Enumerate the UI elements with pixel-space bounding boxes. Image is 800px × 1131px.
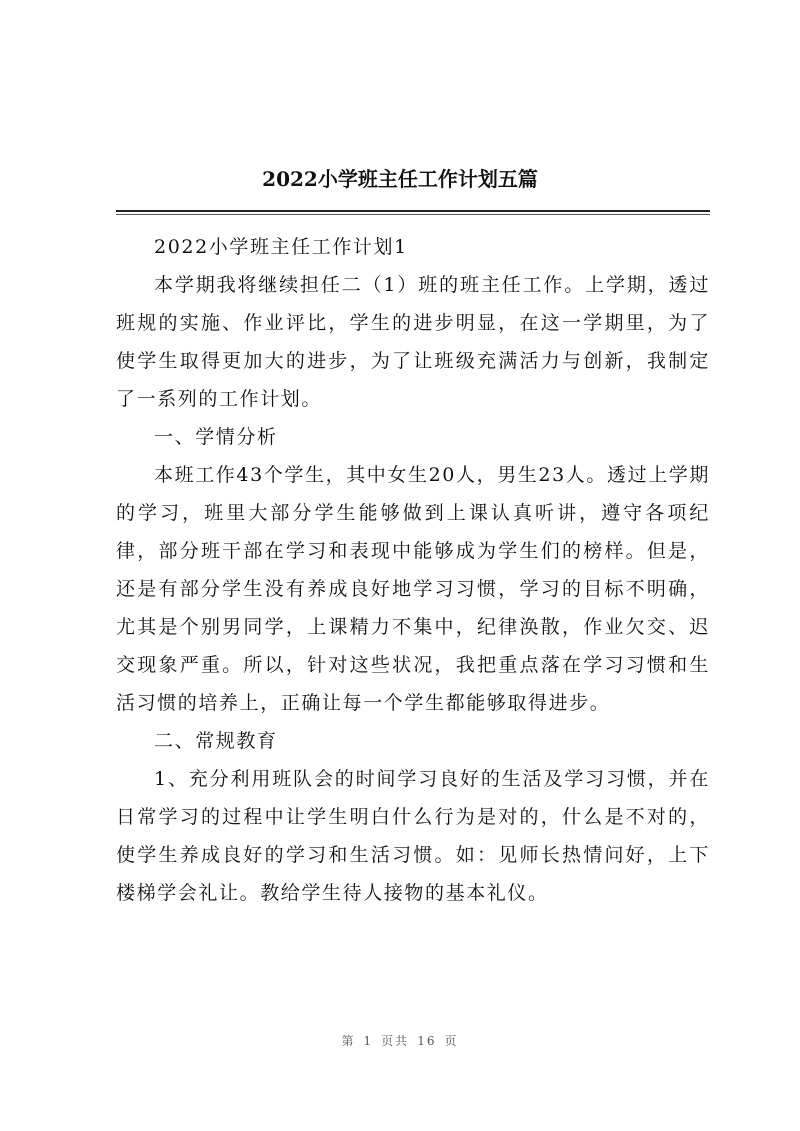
page-footer (0, 1032, 800, 1049)
footer-total-pages: 16 (417, 1034, 437, 1048)
paragraph: 1、充分利用班队会的时间学习良好的生活及学习习惯，并在日常学习的过程中让学生明白什么行为是对的，什么是不对的，使学生养成良好的学习和生活习惯。如：见师长热情问好，上下楼梯学会礼让。教给学生待人接物的基本礼仪。 (116, 768, 710, 904)
footer-middle: 页共 (381, 1034, 410, 1048)
paragraph: 本班工作43个学生，其中女生20人，男生23人。透过上学期的学习，班里大部分学生能够做到上课认真听讲，遵守各项纪律，部分班干部在学习和表现中能够成为学生们的榜样。但是，还是有部分学生没有养成良好地学习习惯，学习的目标不明确，尤其是个别男同学，上课精力不集中，纪律涣散，作业欠交、迟交现象严重。所以，针对这些状况，我把重点落在学习习惯和生活习惯的培养上，正确让每一个学生都能够取得进步。 (116, 464, 710, 714)
paragraph: 本学期我将继续担任二（1）班的班主任工作。上学期，透过班规的实施、作业评比，学生的进步明显，在这一学期里，为了使学生取得更加大的进步，为了让班级充满活力与创新，我制定了一系列的工作计划。 (116, 274, 710, 410)
section-heading: 二、常规教育 (154, 730, 278, 752)
footer-suffix: 页 (444, 1034, 459, 1048)
document-body (116, 228, 710, 912)
title-divider (116, 210, 710, 212)
title-divider-thin (116, 214, 710, 215)
footer-page-number: 1 (363, 1034, 374, 1048)
document-title: 2022小学班主任工作计划五篇 (262, 167, 538, 191)
section-heading: 一、学情分析 (154, 426, 278, 448)
section-heading: 2022小学班主任工作计划1 (154, 236, 408, 258)
footer-prefix: 第 (341, 1034, 356, 1048)
